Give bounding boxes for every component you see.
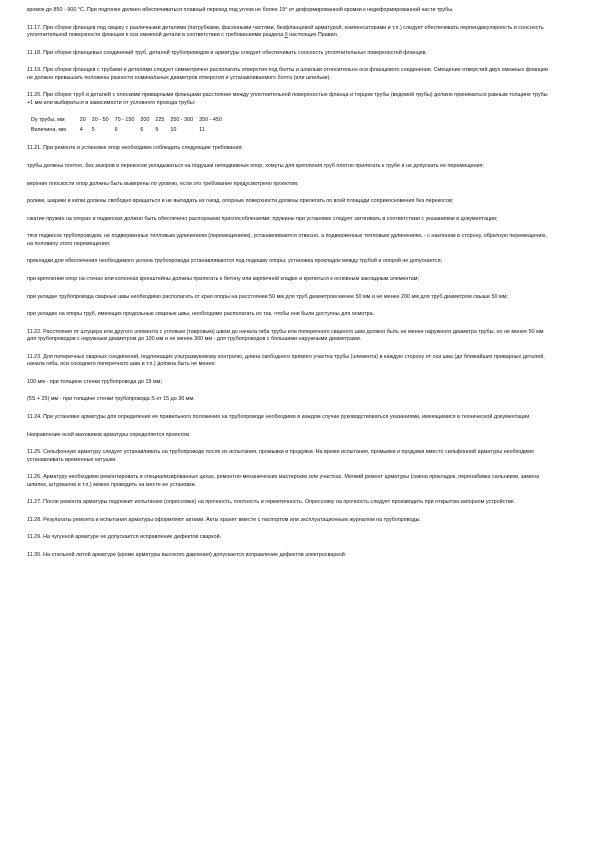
table-row [31,116,228,126]
paragraph-1126: 11.26. Арматуру необходимо ремонтировать в специализированных цехах, ремонтно-механических мастерских или участках. Мелкий ремонт арматуры (смена прокладок, перенабивка сальников, замена шпилек, штурвалов и т.п.) можно проводить на месте ее установки. [27,474,540,488]
flange-gap-table [31,116,228,135]
table-cell: 20 [79,117,86,124]
list-item: трубы должны плотно, без зазоров и перекосов укладываться на подушки неподвижных опор, хомуты для крепления труб плотно прилегать к трубе и не допускать ее перемещения; [27,162,484,169]
table-row [31,126,228,136]
table-cell: 4 [79,126,83,133]
paragraph-1124: 11.24. При установке арматуры для определения ее правильного положения на трубопроводе необходимо в каждом случае руководствоваться указаниями, имеющимися в технической документации. [27,413,531,420]
list-item: (5S + 25) мм - при толщине стенки трубопровода S от 15 до 30 мм. [27,396,195,403]
paragraph-valve-axis: Направление осей маховиков арматуры определяется проектом. [27,431,191,438]
table-cell: 5 [91,126,95,133]
table-cell: 70 - 150 [114,117,135,124]
list-item: сжатие пружин на опорах и подвесках должно быть обеспечено распорными приспособлениями; пружины при установке следует затягивать в соответствии с указаниями в документации; [27,215,498,222]
paragraph-1122: 11.22. Расстояние от штуцера или другого элемента с угловым (тавровым) швом до начала гиба трубы или поперечного сварного шва должно быть не менее наружного диаметра трубы, но не менее 50 мм для трубопроводов с наружным диаметром до 100 мм и не менее 300 мм - для трубопроводов с большими наружными диаметрами. [27,328,544,343]
paragraph-1128: 11.28. Результаты ремонта и испытания арматуры оформляют актами. Акты хранят вместе с паспортом или эксплуатационным журналом на трубопроводы. [27,516,422,523]
paragraph-1118: 11.18. При сборке фланцевых соединений труб, деталей трубопроводов и арматуры следует обеспечивать соосность уплотнительных поверхностей фланцев. [27,49,428,56]
paragraph-1129: 11.29. На чугунной арматуре не допускается исправление дефектов сваркой. [27,534,222,541]
paragraph-1116-tail: кромок до 850 - 900 °С. При подгонке должен обеспечиваться плавный переход под углом не более 15° от деформированной кромки к недеформированной части трубы. [27,7,454,13]
section-8-link[interactable]: 8 [284,32,288,38]
table-row-label: Величина, мм [31,126,66,133]
paragraph-1117 [27,25,553,40]
paragraph-1123: 11.23. Для поперечных сварных соединений, подлежащих ультразвуковому контролю, длина свободного прямого участка трубы (элемента) в каждую сторону от оси шва (до ближайших приварных деталей, начала гиба, оси соседнего поперечного шва и т.п.) должна быть не менее: [27,353,545,368]
table-cell: 6 [114,126,118,133]
list-item: при креплении опор на стенах или колоннах кронштейны должны прилегать к бетону или кирпичной кладке и крепиться к основным закладным элементам; [27,275,420,282]
paragraph-1120: 11.20. При сборке труб и деталей с плоскими приварными фланцами расстояние между уплотнительной поверхностью фланца и торцом трубы (ведомой трубы) должно приниматься равным толщине трубы +1 мм или выбираться в зависимости от условного прохода трубы: [27,92,548,106]
paragraph-1117-text: 11.17. При сборке фланцев под сварку с различными деталями (патрубками, фасонными частями, безфланцевой арматурой, компенсаторами и т.п.) следует обеспечивать перпендикулярность и соосность уплотнительной поверхности фланцев к оси смежной детали в соответствии с требованиями раздела [27,24,544,38]
paragraph-1130: 11.30. На стальной литой арматуре (кроме арматуры высокого давления) допускается исправление дефектов электросваркой: [27,551,347,558]
paragraph-1127: 11.27. После ремонта арматуры подлежит испытанию (опрессовке) на прочность, плотность и герметичность. Опрессовку на прочность следует производить при открытом запорном устройстве. [27,499,516,506]
list-item: при укладке на опоры труб, имеющих продольные сварные швы, необходимо располагать их так, чтобы они были доступны для осмотра. [27,311,375,318]
table-cell: 9 [155,126,159,133]
list-item: при укладке трубопровода сварные швы необходимо располагать от края опоры на расстоянии 50 мм для труб диаметром менее 50 мм и не менее 200 мм для труб диаметром свыше 50 мм; [27,293,508,300]
table-cell: 6 [140,126,144,133]
table-row-label: Dy трубы, мм [31,117,65,124]
paragraph-1119: 11.19. При сборке фланцев с трубами и деталями следует симметрично располагать отверстия под болты и шпильки относительно оси фланцевого соединения. Смещение отверстий двух смежных фланцев не должно превышать половины разности номинальных диаметров отверстия и устанавливаемого болта (или шпильки). [27,67,549,81]
paragraph-1117-tail: настоящих Правил. [289,32,339,38]
list-item: верхние плоскости опор должны быть выверены по уровню, если это требование предусмотрено проектом; [27,180,299,187]
list-item: прокладки для обеспечения необходимого уклона трубопровода устанавливаются под подошву опоры; установка прокладок между трубой и опорой не допускается; [27,258,443,265]
table-cell: 20 - 50 [91,117,109,124]
list-item: тяги подвесок трубопроводов, не подверженных тепловым удлинениям (перемещениям), устанавливаются отвесно, а подверженных тепловым удлинениям, - с наклоном в сторону, обратную перемещению, на половину этого перемещения; [27,233,547,247]
list-item: 100 мм - при толщине стенки трубопровода до 15 мм; [27,378,162,385]
table-cell: 250 - 300 [170,117,194,124]
paragraph-1121: 11.21. При ремонте и установке опор необходимо соблюдать следующие требования: [27,145,243,152]
table-cell: 350 - 450 [199,117,222,124]
table-cell: 200 [140,117,150,124]
table-cell: 10 [170,126,177,133]
list-item: ролики, шарики и катки должны свободно вращаться и не выпадать из гнезд, опорные поверхности должны прилегать по всей площади соприкосновения без перекосов; [27,198,454,205]
paragraph-1125: 11.25. Сильфонную арматуру следует устанавливать на трубопроводе после их испытания, промывки и продувки. На время испытания, промывки и продувки вместо сильфонной арматуры необходимо устанавливать временные катушки. [27,449,534,463]
table-cell: 11 [199,126,205,133]
table-cell: 225 [155,117,165,124]
